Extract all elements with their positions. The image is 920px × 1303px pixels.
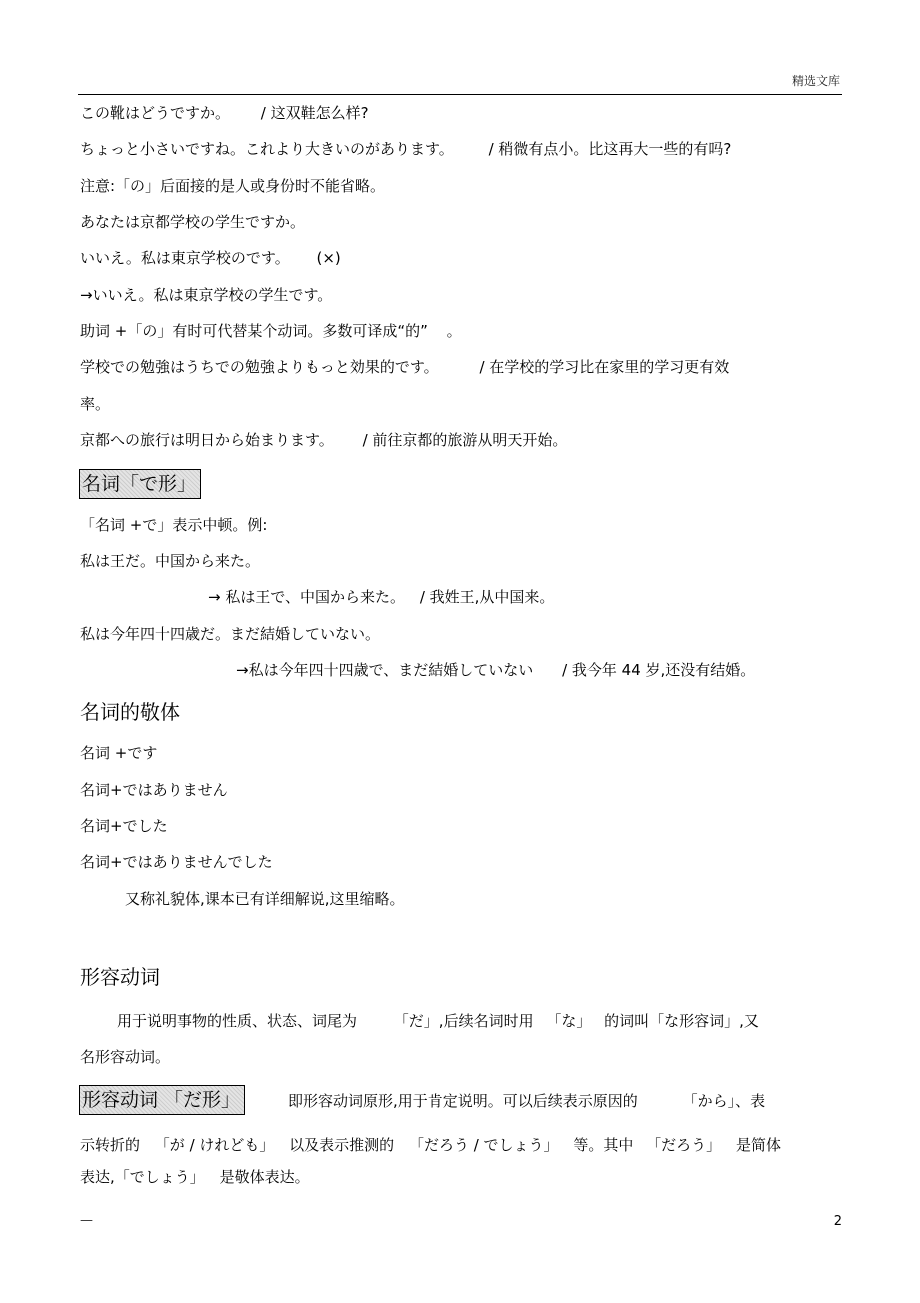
- chinese-translation: / 我今年 44 岁,还没有结婚。: [562, 661, 756, 679]
- japanese-text: 学校での勉強はうちでの勉強よりもっと効果的です。: [80, 358, 439, 376]
- example-line-10: [80, 430, 567, 450]
- da-form-paragraph-line-1: [288, 1091, 765, 1111]
- japanese-text: 京都への旅行は明日から始まります。: [80, 431, 334, 449]
- note-line: 注意:「の」后面接的是人或身份时不能省略。: [80, 177, 386, 195]
- footer-mark: —: [80, 1213, 93, 1228]
- chinese-translation: / 在学校的学习比在家里的学习更有效: [479, 358, 730, 376]
- paragraph-text: 「だろう / でしょう」: [408, 1136, 559, 1154]
- header-rule: [78, 94, 842, 95]
- paragraph-text: 以及表示推测的: [289, 1136, 395, 1154]
- da-form-paragraph-line-2: [80, 1135, 781, 1155]
- paragraph-text: 「が / けれども」: [154, 1136, 275, 1154]
- page-number: 2: [833, 1214, 842, 1229]
- rule-line-7: [80, 321, 462, 341]
- example-line-2: [80, 139, 731, 159]
- japanese-text: →私は今年四十四歳で、まだ結婚していない: [236, 661, 534, 679]
- te-form-example-2-converted: [236, 660, 755, 680]
- paragraph-text: 「な」: [546, 1012, 592, 1030]
- polite-form-note: 又称礼貌体,课本已有详细解说,这里缩略。: [125, 890, 405, 908]
- section-heading-adjectival-verb: 形容动词: [80, 965, 160, 989]
- chinese-translation: / 我姓王,从中国来。: [419, 588, 555, 606]
- te-form-intro: 「名词 +で」表示中顿。例:: [80, 516, 268, 534]
- paragraph-text: 「だろう」: [646, 1136, 722, 1154]
- adjectival-verb-paragraph-line-2: 名形容动词。: [80, 1048, 171, 1066]
- paragraph-text: 即形容动词原形,用于肯定说明。可以后续表示原因的: [288, 1092, 638, 1110]
- japanese-text: ちょっと小さいですね。これより大きいのがあります。: [80, 140, 454, 158]
- paragraph-text: 用于说明事物的性质、状态、词尾为: [117, 1012, 358, 1030]
- example-line-4: あなたは京都学校の学生ですか。: [80, 213, 306, 231]
- example-line-6: →いいえ。私は東京学校の学生です。: [80, 286, 333, 304]
- paragraph-text: 是敬体表达。: [219, 1168, 310, 1186]
- section-box-te-form: 名词「で形」: [79, 469, 201, 499]
- chinese-translation: / 前往京都的旅游从明天开始。: [362, 431, 568, 449]
- example-line-1: [80, 103, 369, 123]
- japanese-text: この靴はどうですか。: [80, 104, 231, 122]
- section-box-da-form: 形容动词 「だ形」: [79, 1085, 245, 1115]
- adjectival-verb-paragraph-line-1: [117, 1011, 759, 1031]
- paragraph-text: 「から」、表: [682, 1092, 766, 1110]
- paragraph-text: 等。其中: [573, 1136, 634, 1154]
- rule-text: 助词 +「の」有时可代替某个动词。多数可译成“的”: [80, 322, 428, 340]
- rule-period: 。: [446, 322, 462, 340]
- section-heading-polite-form: 名词的敬体: [80, 700, 180, 724]
- te-form-example-1-converted: [208, 587, 554, 607]
- polite-form-row-2: 名词+ではありません: [80, 781, 228, 799]
- paragraph-text: 是简体: [735, 1136, 781, 1154]
- paragraph-text: 示转折的: [80, 1136, 141, 1154]
- chinese-translation: / 这双鞋怎么样?: [260, 104, 369, 122]
- te-form-example-1: 私は王だ。中国から来た。: [80, 552, 261, 570]
- polite-form-row-3: 名词+でした: [80, 817, 168, 835]
- chinese-translation: / 稍微有点小。比这再大一些的有吗?: [488, 140, 732, 158]
- te-form-example-2: 私は今年四十四歳だ。まだ結婚していない。: [80, 625, 381, 643]
- wrong-mark: (×): [316, 249, 341, 267]
- example-line-5: [80, 248, 341, 268]
- da-form-paragraph-line-3: [80, 1167, 310, 1187]
- polite-form-row-1: 名词 +です: [80, 744, 158, 762]
- japanese-text: → 私は王で、中国から来た。: [208, 588, 406, 606]
- paragraph-text: 的词叫「な形容词」,又: [604, 1012, 759, 1030]
- header-label: 精选文库: [791, 74, 840, 88]
- paragraph-text: 表达,「でしょう」: [80, 1168, 205, 1186]
- example-line-9: 率。: [80, 395, 111, 413]
- example-line-8: [80, 357, 729, 377]
- japanese-text: いいえ。私は東京学校のです。: [80, 249, 290, 267]
- polite-form-row-4: 名词+ではありませんでした: [80, 853, 273, 871]
- paragraph-text: 「だ」,后续名词时用: [393, 1012, 534, 1030]
